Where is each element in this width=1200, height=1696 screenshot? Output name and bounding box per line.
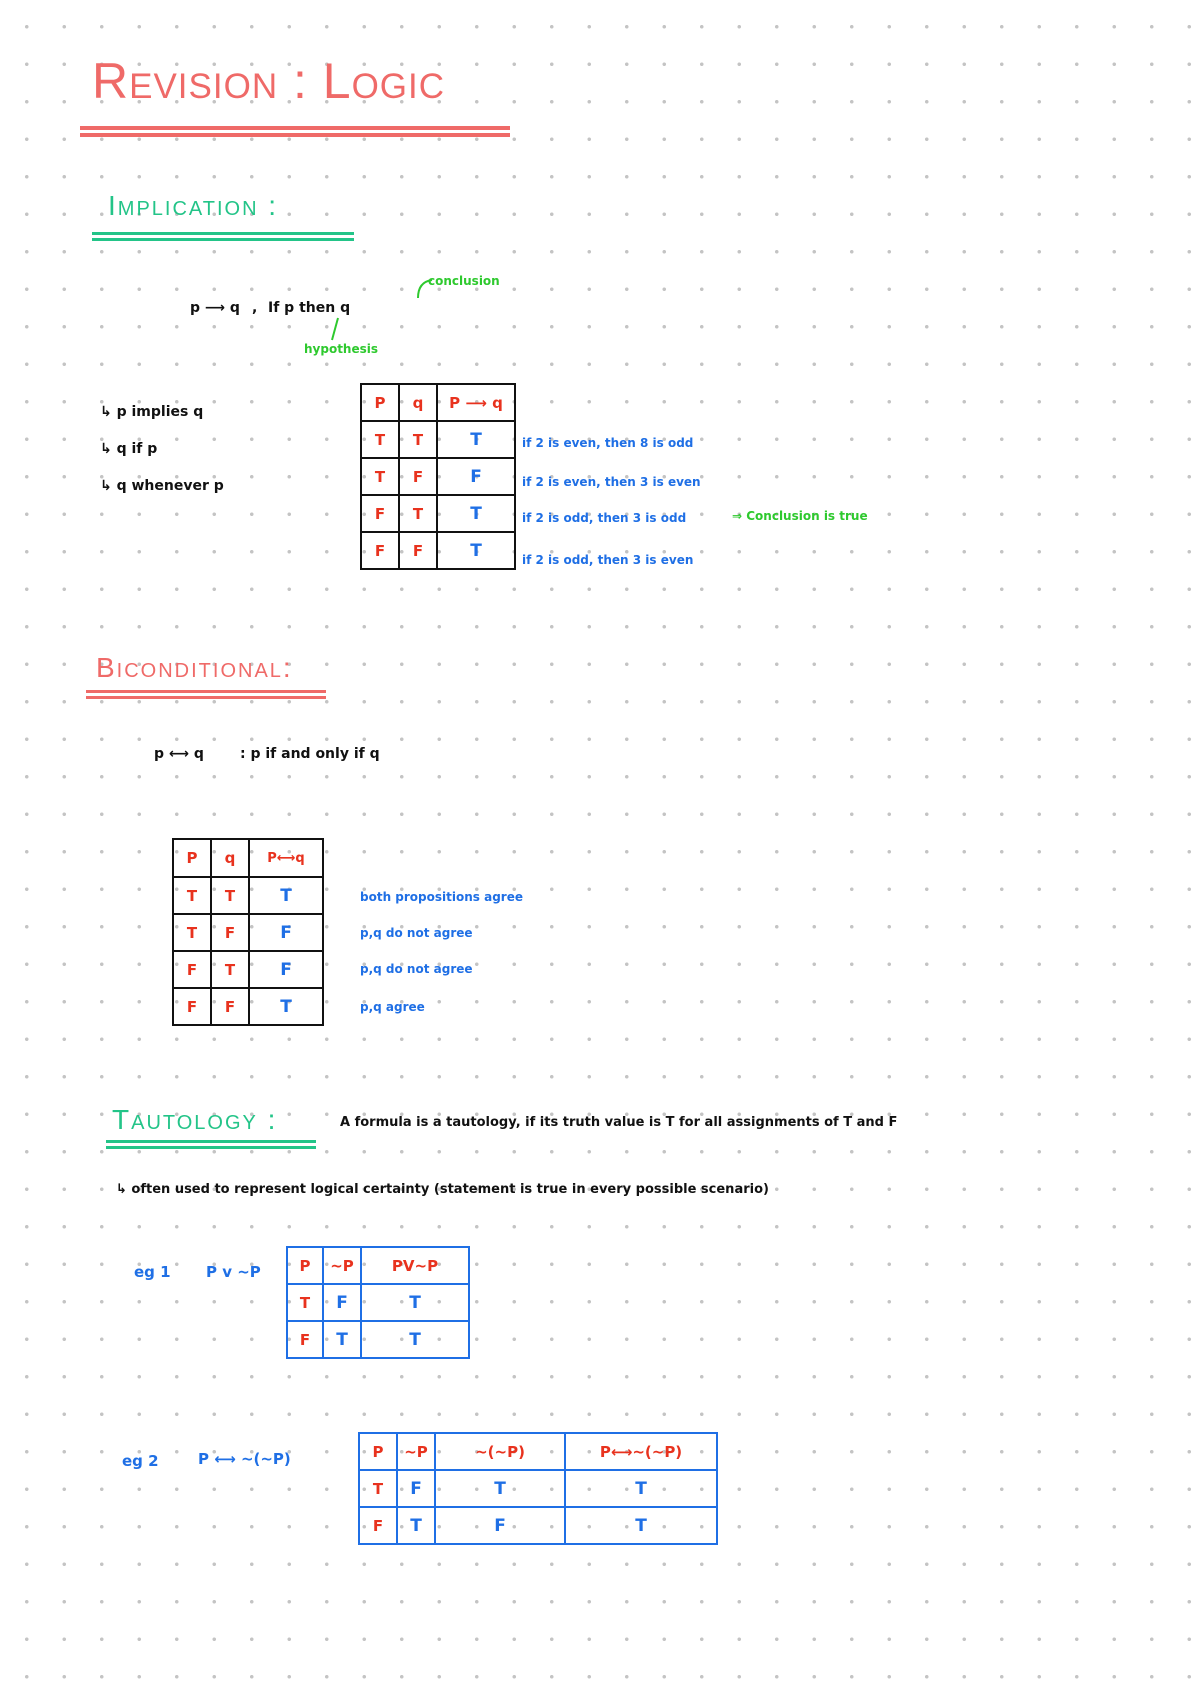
conclusion-arrow: [418, 280, 432, 298]
table-cell: F: [361, 495, 399, 532]
table-cell: T: [565, 1470, 717, 1507]
table-header-cell: P: [173, 839, 211, 877]
table-cell: T: [323, 1321, 361, 1358]
biconditional-formula: p ⟷ q: [154, 746, 204, 762]
table-cell: T: [361, 1321, 469, 1358]
table-cell: T: [361, 458, 399, 495]
table-cell: T: [397, 1507, 435, 1544]
table-cell: F: [359, 1507, 397, 1544]
table-cell: T: [173, 877, 211, 914]
biconditional-note-3: p,q do not agree: [360, 962, 473, 976]
table-cell: F: [323, 1284, 361, 1321]
table-cell: T: [359, 1470, 397, 1507]
table-cell: T: [437, 421, 515, 458]
implication-example-3: if 2 is odd, then 3 is odd: [522, 511, 687, 525]
table-header-cell: ~P: [323, 1247, 361, 1284]
table-cell: T: [173, 914, 211, 951]
table-cell: T: [399, 495, 437, 532]
table-cell: F: [435, 1507, 565, 1544]
eg2-label: eg 2: [122, 1452, 159, 1470]
table-cell: F: [249, 951, 323, 988]
table-cell: F: [173, 988, 211, 1025]
implication-example-4: if 2 is odd, then 3 is even: [522, 553, 694, 567]
tautology-note: ↳ often used to represent logical certainty (statement is true in every possible scenario): [116, 1182, 769, 1197]
table-cell: T: [437, 532, 515, 569]
table-header-cell: ~(~P): [435, 1433, 565, 1470]
implication-heading: Implication :: [108, 190, 279, 221]
eg1-label: eg 1: [134, 1263, 171, 1281]
implication-example-1: if 2 is even, then 8 is odd: [522, 436, 694, 450]
eg1-formula: P v ~P: [206, 1263, 261, 1281]
implication-reading-2: ↳ q if p: [100, 441, 158, 457]
table-cell: F: [437, 458, 515, 495]
table-header-cell: P ⟶ q: [437, 384, 515, 421]
table-header-cell: PV~P: [361, 1247, 469, 1284]
table-cell: T: [361, 421, 399, 458]
table-cell: T: [437, 495, 515, 532]
biconditional-note-1: both propositions agree: [360, 890, 523, 904]
table-cell: T: [565, 1507, 717, 1544]
table-header-cell: P: [361, 384, 399, 421]
biconditional-heading: Biconditional:: [96, 652, 293, 683]
table-cell: T: [287, 1284, 323, 1321]
table-cell: F: [399, 532, 437, 569]
biconditional-note-4: p,q agree: [360, 1000, 425, 1014]
table-header-cell: P: [287, 1247, 323, 1284]
table-cell: F: [287, 1321, 323, 1358]
conclusion-label: conclusion: [428, 274, 500, 288]
table-cell: T: [249, 988, 323, 1025]
page-title: Revision : Logic: [92, 53, 446, 109]
biconditional-definition: : p if and only if q: [240, 746, 380, 762]
implication-separator: ,: [252, 300, 258, 316]
implication-reading-3: ↳ q whenever p: [100, 478, 224, 494]
table-cell: F: [211, 988, 249, 1025]
table-header-cell: q: [211, 839, 249, 877]
table-header-cell: ~P: [397, 1433, 435, 1470]
biconditional-note-2: p,q do not agree: [360, 926, 473, 940]
table-cell: T: [249, 877, 323, 914]
table-header-cell: q: [399, 384, 437, 421]
hypothesis-arrow: [332, 318, 338, 340]
table-cell: F: [211, 914, 249, 951]
implication-formula: p ⟶ q: [190, 300, 240, 316]
table-cell: T: [211, 877, 249, 914]
tautology-heading: Tautology :: [112, 1104, 278, 1135]
tautology-definition: A formula is a tautology, if its truth value is T for all assignments of T and F: [340, 1115, 898, 1130]
table-cell: F: [397, 1470, 435, 1507]
table-cell: T: [435, 1470, 565, 1507]
table-cell: T: [211, 951, 249, 988]
table-header-cell: P⟷~(~P): [565, 1433, 717, 1470]
eg2-formula: P ⟷ ~(~P): [198, 1450, 291, 1468]
implication-if-text: If p then q: [268, 300, 351, 316]
table-header-cell: P: [359, 1433, 397, 1470]
table-cell: F: [361, 532, 399, 569]
hypothesis-label: hypothesis: [304, 342, 379, 356]
table-cell: F: [399, 458, 437, 495]
table-cell: T: [399, 421, 437, 458]
table-cell: F: [249, 914, 323, 951]
implication-reading-1: ↳ p implies q: [100, 404, 204, 420]
implication-example-2: if 2 is even, then 3 is even: [522, 475, 701, 489]
table-cell: T: [361, 1284, 469, 1321]
table-cell: F: [173, 951, 211, 988]
conclusion-true-note: ⇒ Conclusion is true: [732, 509, 868, 523]
table-header-cell: P⟷q: [249, 839, 323, 877]
